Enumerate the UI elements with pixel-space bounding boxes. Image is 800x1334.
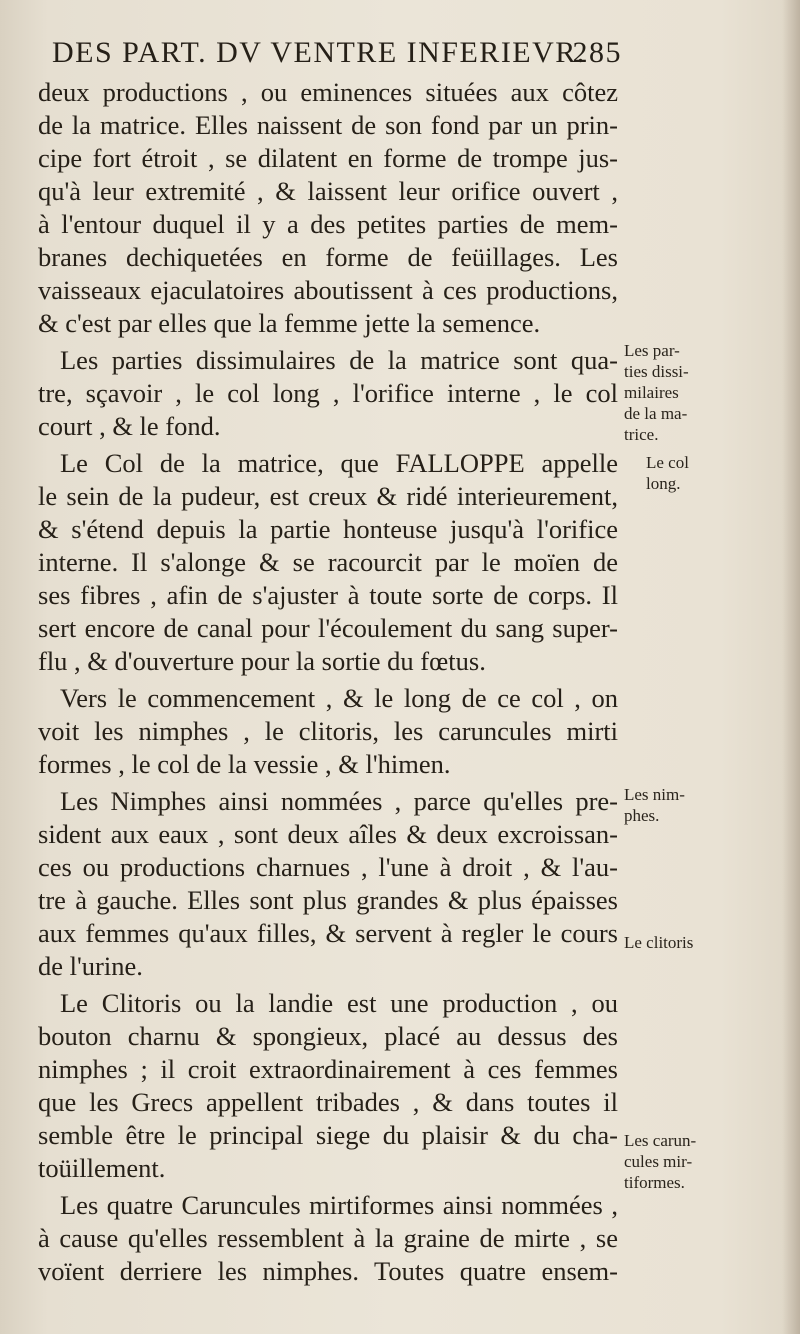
margin-note-nimphes: Les nim- phes. [624, 785, 685, 825]
text-line: formes , le col de la vessie , & l'himen. [38, 749, 451, 779]
text-line: nimphes ; il croit extraordinairement à ces femmes [38, 1054, 618, 1084]
margin-note-caruncules: Les carun- cules mir- tiformes. [624, 1131, 697, 1192]
text-line: voit les nimphes , le clitoris, les caruncules mirti [38, 716, 618, 746]
text-line: aux femmes qu'aux filles, & servent à regler le cours [38, 918, 618, 948]
text-line: flu , & d'ouverture pour la sortie du fœtus. [38, 646, 486, 676]
text-line: interne. Il s'alonge & se racourcit par le moïen de [38, 547, 618, 577]
body-text [38, 76, 618, 1288]
text-line: sident aux eaux , sont deux aîles & deux excroissan- [38, 819, 618, 849]
text-line: de l'urine. [38, 951, 143, 981]
text-line: deux productions , ou eminences situées aux côtez [38, 77, 618, 107]
text-line: cipe fort étroit , se dilatent en forme de trompe jus- [38, 143, 618, 173]
margin-note-col-long: Le col long. [646, 453, 689, 493]
text-line: Les quatre Caruncules mirtiformes ainsi nommées , [60, 1190, 618, 1220]
text-line: sert encore de canal pour l'écoulement du sang super- [38, 613, 618, 643]
text-line: & c'est par elles que la femme jette la semence. [38, 308, 541, 338]
text-line: toüillement. [38, 1153, 166, 1183]
text-line: ses fibres , afin de s'ajuster à toute sorte de corps. Il [38, 580, 618, 610]
text-line: court , & le fond. [38, 411, 221, 441]
text-line: & s'étend depuis la partie honteuse jusqu'à l'orifice [38, 514, 618, 544]
text-line: ces ou productions charnues , l'une à droit , & l'au- [38, 852, 618, 882]
text-line: branes dechiquetées en forme de feüillages. Les [38, 242, 618, 272]
text-line: Le Col de la matrice, que FALLOPPE appelle [60, 448, 618, 478]
running-title: DES PART. DV VENTRE INFERIEVR. [52, 36, 586, 69]
text-line: tre, sçavoir , le col long , l'orifice interne , le col [38, 378, 618, 408]
page-number: 285 [572, 36, 622, 69]
text-line: Les parties dissimulaires de la matrice sont qua- [60, 345, 618, 375]
text-line: bouton charnu & spongieux, placé au dessus des [38, 1021, 618, 1051]
text-line: Les Nimphes ainsi nommées , parce qu'elles pre- [60, 786, 618, 816]
text-line: voïent derriere les nimphes. Toutes quatre ensem- [38, 1256, 618, 1286]
page-edge-shadow [782, 0, 800, 1334]
text-line: semble être le principal siege du plaisir & du cha- [38, 1120, 618, 1150]
text-line: vaisseaux ejaculatoires aboutissent à ces productions, [38, 275, 618, 305]
text-line: qu'à leur extremité , & laissent leur orifice ouvert , [38, 176, 618, 206]
running-header [52, 36, 622, 80]
text-line: que les Grecs appellent tribades , & dans toutes il [38, 1087, 618, 1117]
text-line: à cause qu'elles ressemblent à la graine de mirte , se [38, 1223, 618, 1253]
text-line: à l'entour duquel il y a des petites parties de mem- [38, 209, 618, 239]
text-line: de la matrice. Elles naissent de son fond par un prin- [38, 110, 618, 140]
text-line: Le Clitoris ou la landie est une production , ou [60, 988, 618, 1018]
text-line: tre à gauche. Elles sont plus grandes & plus épaisses [38, 885, 618, 915]
margin-note-clitoris: Le clitoris [624, 933, 694, 952]
margin-note-dissimilaires: Les par- ties dissi- milaires de la ma- trice. [624, 341, 689, 444]
text-line: le sein de la pudeur, est creux & ridé interieurement, [38, 481, 618, 511]
text-line: Vers le commencement , & le long de ce col , on [60, 683, 618, 713]
